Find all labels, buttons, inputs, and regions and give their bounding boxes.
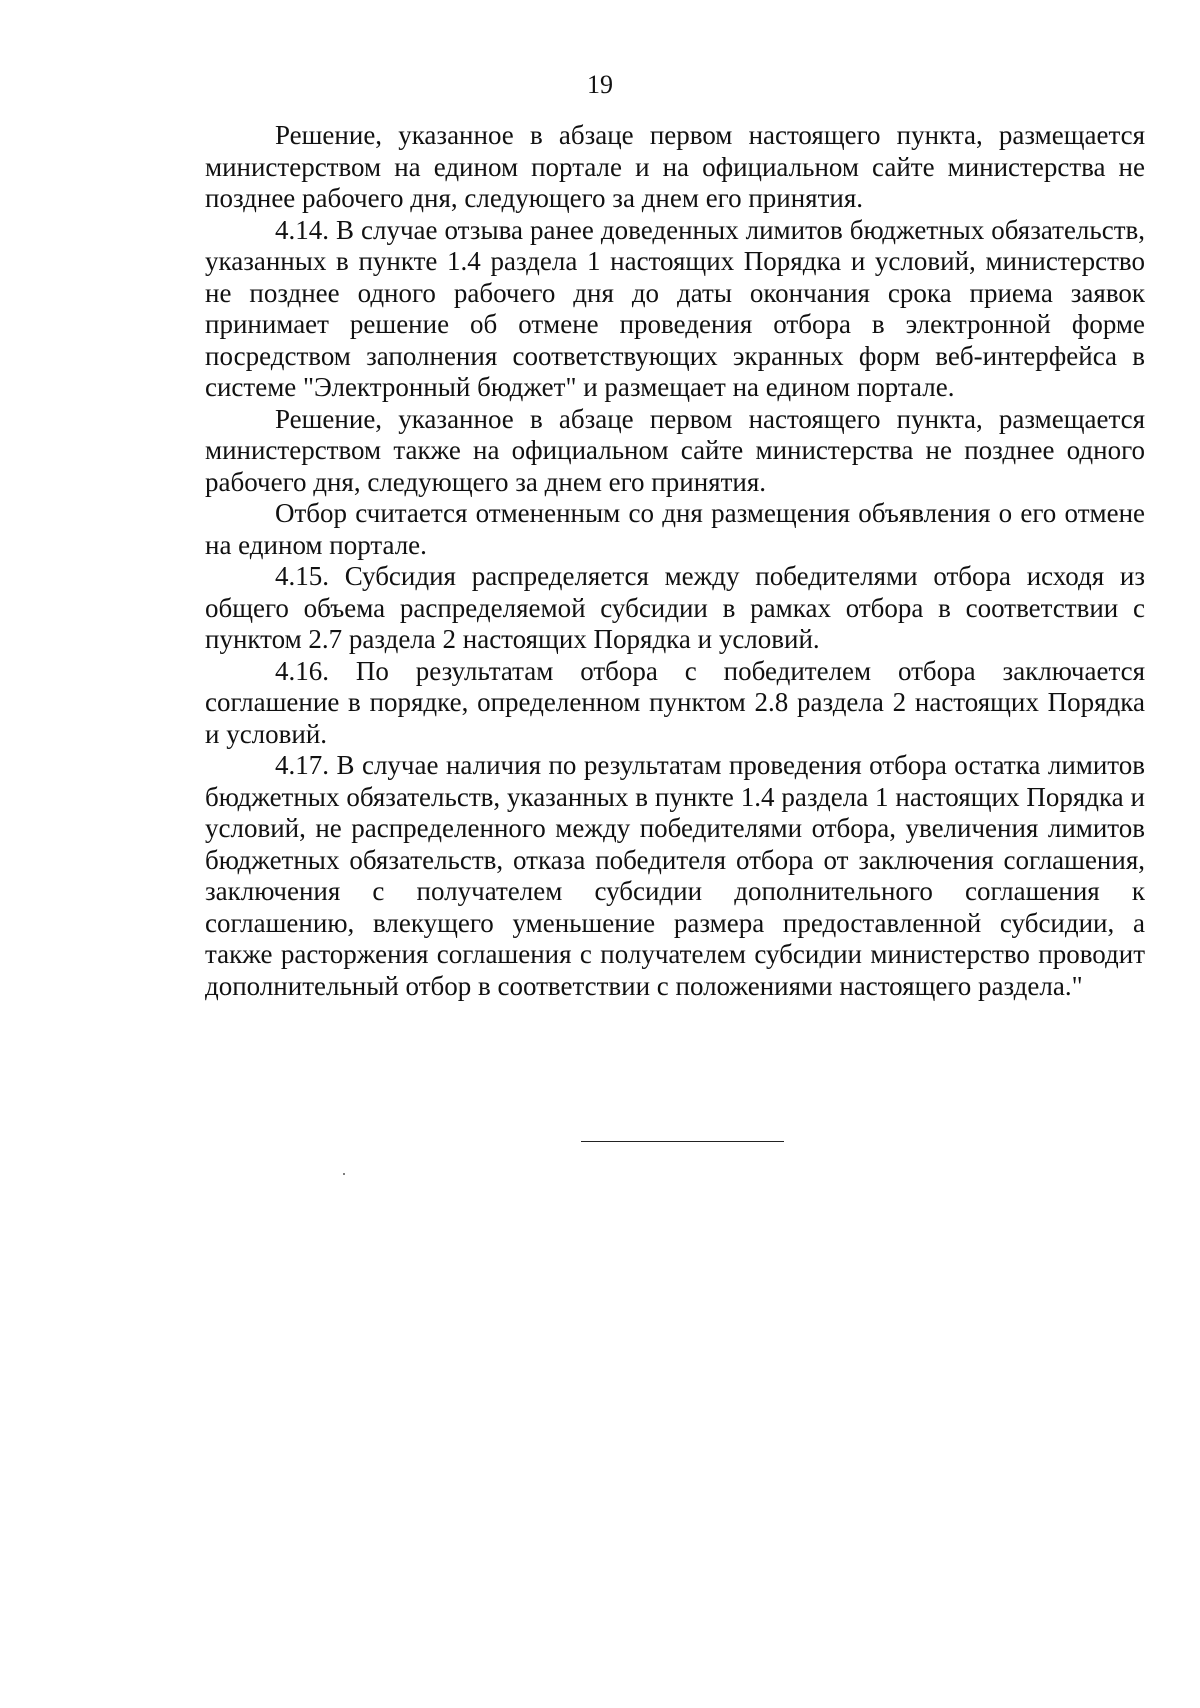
paragraph-4-14: 4.14. В случае отзыва ранее доведенных лимитов бюджетных обязательств, указанных в пункте 1.4 раздела 1 настоящих Порядка и условий, министерство не позднее одного рабочего дня до даты окончания срока приема заявок принимает решение об отмене проведения отбора в электронной форме посредством заполнения соответствующих экранных форм веб-интерфейса в системе "Электронный бюджет" и размещает на едином портале. (205, 214, 1145, 402)
closing-rule (581, 1141, 784, 1142)
paragraph-decision-website: Решение, указанное в абзаце первом настоящего пункта, размещается министерством также на официальном сайте министерства не позднее одного рабочего дня, следующего за днем его принятия. (205, 403, 1145, 497)
paragraph-4-15: 4.15. Субсидия распределяется между победителями отбора исходя из общего объема распределяемой субсидии в рамках отбора в соответствии с пунктом 2.7 раздела 2 настоящих Порядка и условий. (205, 561, 1145, 654)
paragraph-decision-publication: Решение, указанное в абзаце первом настоящего пункта, размещается министерством на едином портале и на официальном сайте министерства не позднее рабочего дня, следующего за днем его принятия. (205, 120, 1145, 213)
paragraph-4-17: 4.17. В случае наличия по результатам проведения отбора остатка лимитов бюджетных обязательств, указанных в пункте 1.4 раздела 1 настоящих Порядка и условий, не распределенного между победителями отбора, увеличения лимитов бюджетных обязательств, отказа победителя отбора от заключения соглашения, заключения с получателем субсидии дополнительного соглашения к соглашению, влекущего уменьшение размера предоставленной субсидии, а также расторжения соглашения с получателем субсидии министерство проводит дополнительный отбор в соответствии с положениями настоящего раздела." (205, 750, 1145, 1001)
document-body (205, 120, 1145, 1002)
paragraph-selection-cancelled: Отбор считается отмененным со дня размещения объявления о его отмене на едином портале. (205, 498, 1145, 560)
scan-speck (343, 1173, 345, 1175)
paragraph-4-16: 4.16. По результатам отбора с победителем отбора заключается соглашение в порядке, определенном пунктом 2.8 раздела 2 настоящих Порядка и условий. (205, 655, 1145, 749)
page-number: 19 (587, 70, 613, 99)
